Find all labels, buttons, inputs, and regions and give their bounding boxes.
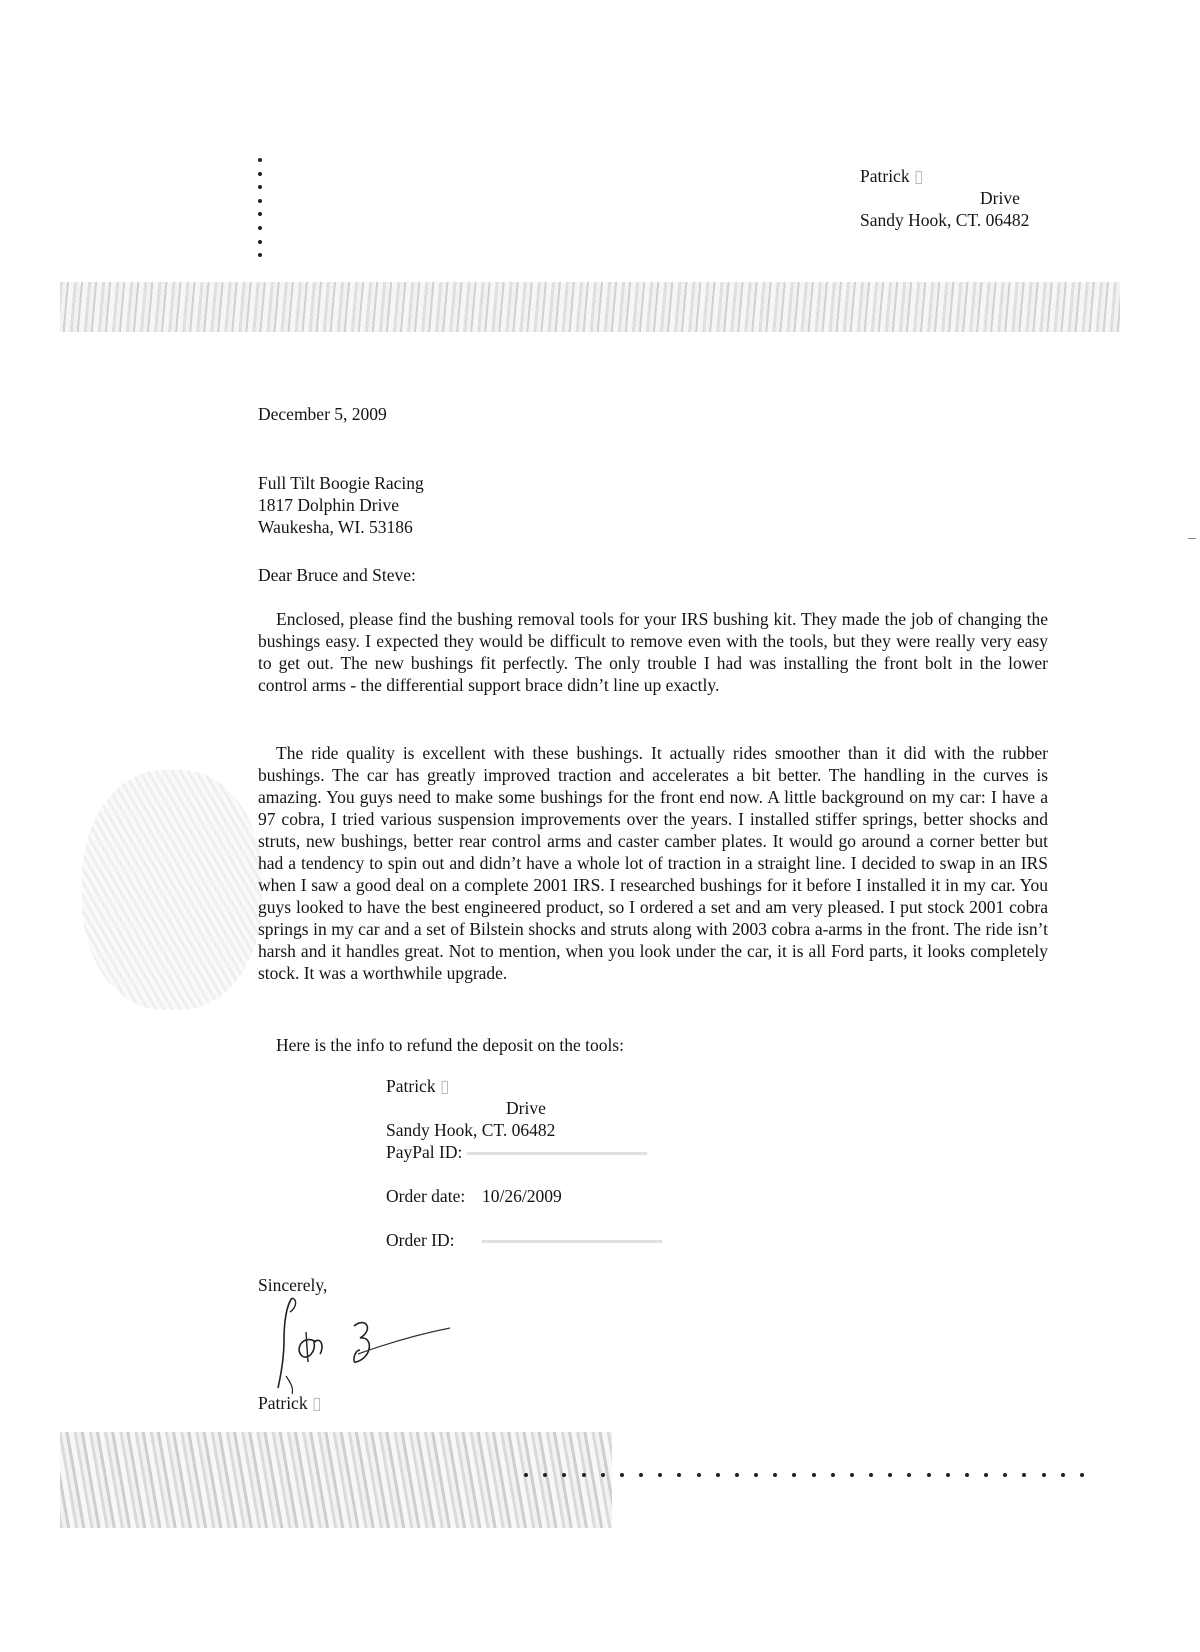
- letter-date: December 5, 2009: [258, 404, 387, 424]
- recipient-address: [258, 472, 424, 538]
- redacted-order-id: [482, 1240, 662, 1243]
- footer-band: [60, 1432, 612, 1528]
- order-date-value: 10/26/2009: [482, 1186, 562, 1206]
- handwritten-signature: [250, 1296, 470, 1396]
- recipient-street: 1817 Dolphin Drive: [258, 495, 399, 515]
- horizontal-dot-border: [524, 1473, 1084, 1479]
- paypal-row: PayPal ID:: [386, 1141, 662, 1163]
- order-date-row: Order date: 10/26/2009: [386, 1186, 562, 1206]
- signature-name: Patrick ▯: [258, 1393, 322, 1413]
- sender-name: Patrick ▯: [860, 166, 924, 186]
- refund-info-block: [386, 1075, 662, 1251]
- letterhead-band: [60, 282, 1120, 332]
- body-paragraph-1: Enclosed, please find the bushing removal tools for your IRS bushing kit. They made the job of changing the bushings easy. I expected they would be difficult to remove even with the tools, but they were really very easy to get out. The new bushings fit perfectly. The only trouble I had was installing the front bolt in the lower control arms - the differential support brace didn’t line up exactly.: [258, 609, 1048, 695]
- vertical-dot-border: [258, 158, 266, 267]
- scan-smudge: [82, 770, 262, 1010]
- scan-edge-mark: [1188, 538, 1196, 539]
- redacted-paypal-id: [467, 1152, 647, 1155]
- closing: Sincerely,: [258, 1275, 328, 1295]
- refund-name: Patrick ▯: [386, 1076, 450, 1096]
- sender-address: [860, 165, 1029, 231]
- recipient-company: Full Tilt Boogie Racing: [258, 473, 424, 493]
- body-paragraph-3: Here is the info to refund the deposit on the tools:: [276, 1035, 624, 1055]
- sender-street: Drive: [980, 188, 1020, 208]
- body-paragraph-2: The ride quality is excellent with these bushings. It actually rides smoother than it did with the rubber bushings. The car has greatly improved traction and accelerates a bit better. The handling in the curves is amazing. You guys need to make some bushings for the front end now. A little background on my car: I have a 97 cobra, I tried various suspension improvements over the years. I installed stiffer springs, better shocks and struts, new bushings, better rear control arms and caster camber plates. It would go around a corner better but had a tendency to spin out and didn’t have a whole lot of traction in a straight line. I decided to swap in an IRS when I saw a good deal on a complete 2001 IRS. I researched bushings for it before I installed it in my car. You guys looked to have the best engineered product, so I ordered a set and am very pleased. I put stock 2001 cobra springs in my car and a set of Bilstein shocks and struts along with 2003 cobra a-arms in the front. The ride isn’t harsh and it handles great. Not to mention, when you look under the car, it is all Ford parts, it looks completely stock. It was a worthwhile upgrade.: [258, 743, 1048, 983]
- sender-city: Sandy Hook, CT. 06482: [860, 210, 1030, 230]
- refund-city: Sandy Hook, CT. 06482: [386, 1120, 556, 1140]
- greeting: Dear Bruce and Steve:: [258, 565, 416, 585]
- refund-street: Drive: [506, 1098, 546, 1118]
- order-id-row: Order ID:: [386, 1229, 662, 1251]
- recipient-city: Waukesha, WI. 53186: [258, 517, 413, 537]
